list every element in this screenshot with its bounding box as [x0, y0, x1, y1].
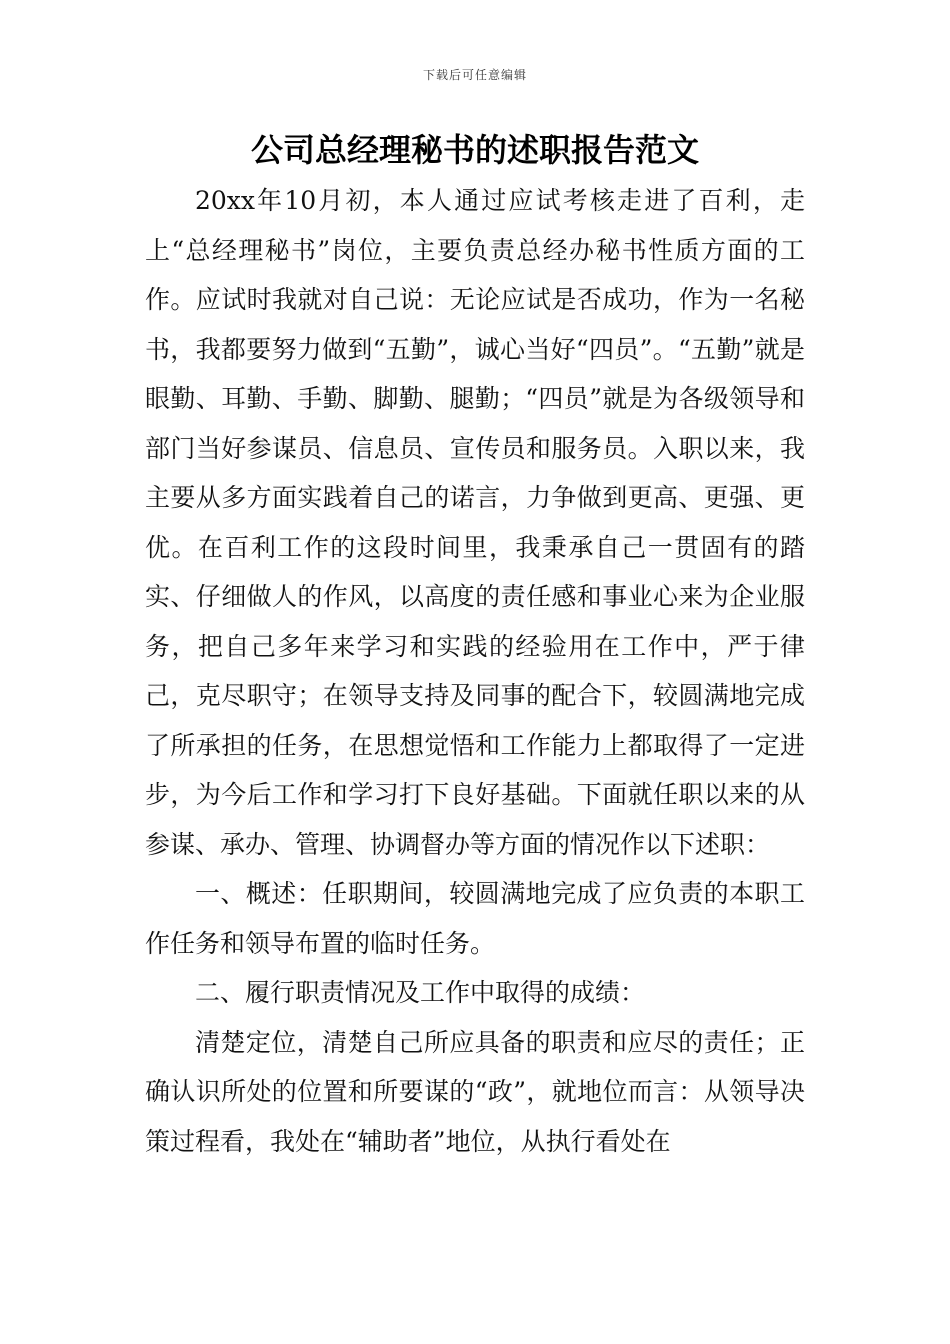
document-body — [145, 176, 805, 1166]
paragraph-intro: 20xx年10月初，本人通过应试考核走进了百利，走上“总经理秘书”岗位，主要负责总经办秘书性质方面的工作。应试时我就对自己说：无论应试是否成功，作为一名秘书，我都要努力做到“五勤”，诚心当好“四员”。“五勤”就是眼勤、耳勤、手勤、脚勤、腿勤；“四员”就是为各级领导和部门当好参谋员、信息员、宣传员和服务员。入职以来，我主要从多方面实践着自己的诺言，力争做到更高、更强、更优。在百利工作的这段时间里，我秉承自己一贯固有的踏实、仔细做人的作风，以高度的责任感和事业心来为企业服务，把自己多年来学习和实践的经验用在工作中，严于律己，克尽职守；在领导支持及同事的配合下，较圆满地完成了所承担的任务，在思想觉悟和工作能力上都取得了一定进步，为今后工作和学习打下良好基础。下面就任职以来的从参谋、承办、管理、协调督办等方面的情况作以下述职： — [145, 186, 805, 859]
paragraph-overview: 一、概述：任职期间，较圆满地完成了应负责的本职工作任务和领导布置的临时任务。 — [145, 879, 805, 958]
paragraph-positioning: 清楚定位，清楚自己所应具备的职责和应尽的责任；正确认识所处的位置和所要谋的“政”，就地位而言：从领导决策过程看，我处在“辅助者”地位，从执行看处在 — [145, 1027, 805, 1156]
paragraph-duties-heading: 二、履行职责情况及工作中取得的成绩： — [195, 978, 646, 1007]
document-title: 公司总经理秘书的述职报告范文 — [250, 131, 699, 169]
header-note: 下载后可任意编辑 — [422, 68, 527, 82]
